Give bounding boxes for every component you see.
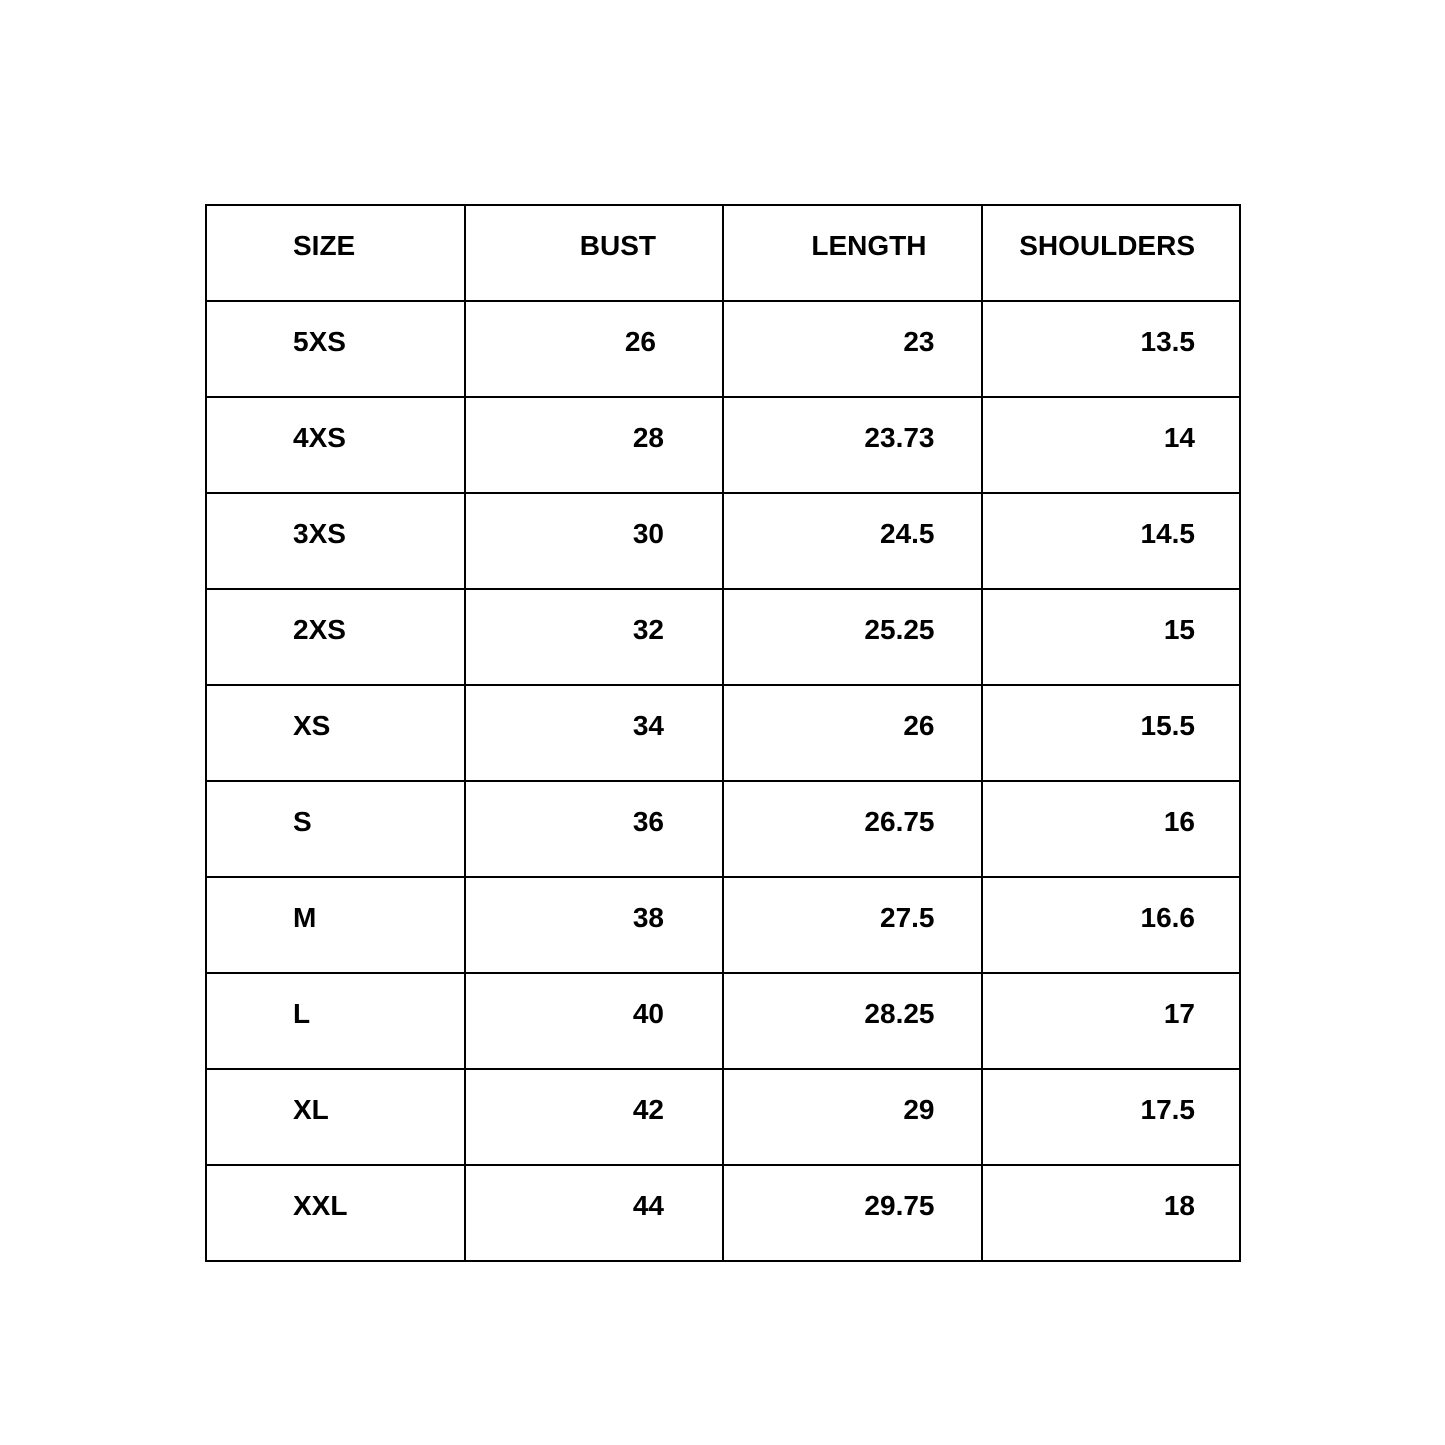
cell-length: 28.25: [723, 973, 982, 1069]
cell-bust: 34: [465, 685, 724, 781]
table-header: [206, 205, 1240, 301]
cell-length: 23.73: [723, 397, 982, 493]
cell-size: 2XS: [206, 589, 465, 685]
header-length: LENGTH: [723, 205, 982, 301]
cell-size: M: [206, 877, 465, 973]
table-row: [206, 301, 1240, 397]
size-chart-table: [205, 204, 1241, 1262]
cell-shoulders: 17: [982, 973, 1241, 1069]
table-row: [206, 1069, 1240, 1165]
cell-size: XL: [206, 1069, 465, 1165]
cell-bust: 30: [465, 493, 724, 589]
cell-bust: 28: [465, 397, 724, 493]
cell-length: 25.25: [723, 589, 982, 685]
cell-size: 5XS: [206, 301, 465, 397]
table-row: [206, 685, 1240, 781]
cell-bust: 38: [465, 877, 724, 973]
cell-shoulders: 13.5: [982, 301, 1241, 397]
header-row: [206, 205, 1240, 301]
cell-size: XS: [206, 685, 465, 781]
cell-shoulders: 15.5: [982, 685, 1241, 781]
cell-bust: 32: [465, 589, 724, 685]
cell-size: 4XS: [206, 397, 465, 493]
cell-length: 29.75: [723, 1165, 982, 1261]
table-row: [206, 493, 1240, 589]
cell-bust: 40: [465, 973, 724, 1069]
header-bust: BUST: [465, 205, 724, 301]
cell-shoulders: 18: [982, 1165, 1241, 1261]
cell-length: 26: [723, 685, 982, 781]
cell-shoulders: 14: [982, 397, 1241, 493]
cell-bust: 36: [465, 781, 724, 877]
cell-bust: 26: [465, 301, 724, 397]
table-row: [206, 877, 1240, 973]
cell-length: 27.5: [723, 877, 982, 973]
cell-shoulders: 17.5: [982, 1069, 1241, 1165]
table-body: [206, 301, 1240, 1261]
cell-shoulders: 14.5: [982, 493, 1241, 589]
cell-length: 24.5: [723, 493, 982, 589]
table-row: [206, 781, 1240, 877]
table-row: [206, 589, 1240, 685]
cell-shoulders: 15: [982, 589, 1241, 685]
cell-bust: 44: [465, 1165, 724, 1261]
header-size: SIZE: [206, 205, 465, 301]
table-row: [206, 397, 1240, 493]
cell-shoulders: 16.6: [982, 877, 1241, 973]
cell-length: 26.75: [723, 781, 982, 877]
cell-size: XXL: [206, 1165, 465, 1261]
header-shoulders: SHOULDERS: [982, 205, 1241, 301]
cell-length: 29: [723, 1069, 982, 1165]
table-row: [206, 1165, 1240, 1261]
table-row: [206, 973, 1240, 1069]
cell-size: 3XS: [206, 493, 465, 589]
cell-size: S: [206, 781, 465, 877]
cell-shoulders: 16: [982, 781, 1241, 877]
cell-size: L: [206, 973, 465, 1069]
cell-bust: 42: [465, 1069, 724, 1165]
cell-length: 23: [723, 301, 982, 397]
